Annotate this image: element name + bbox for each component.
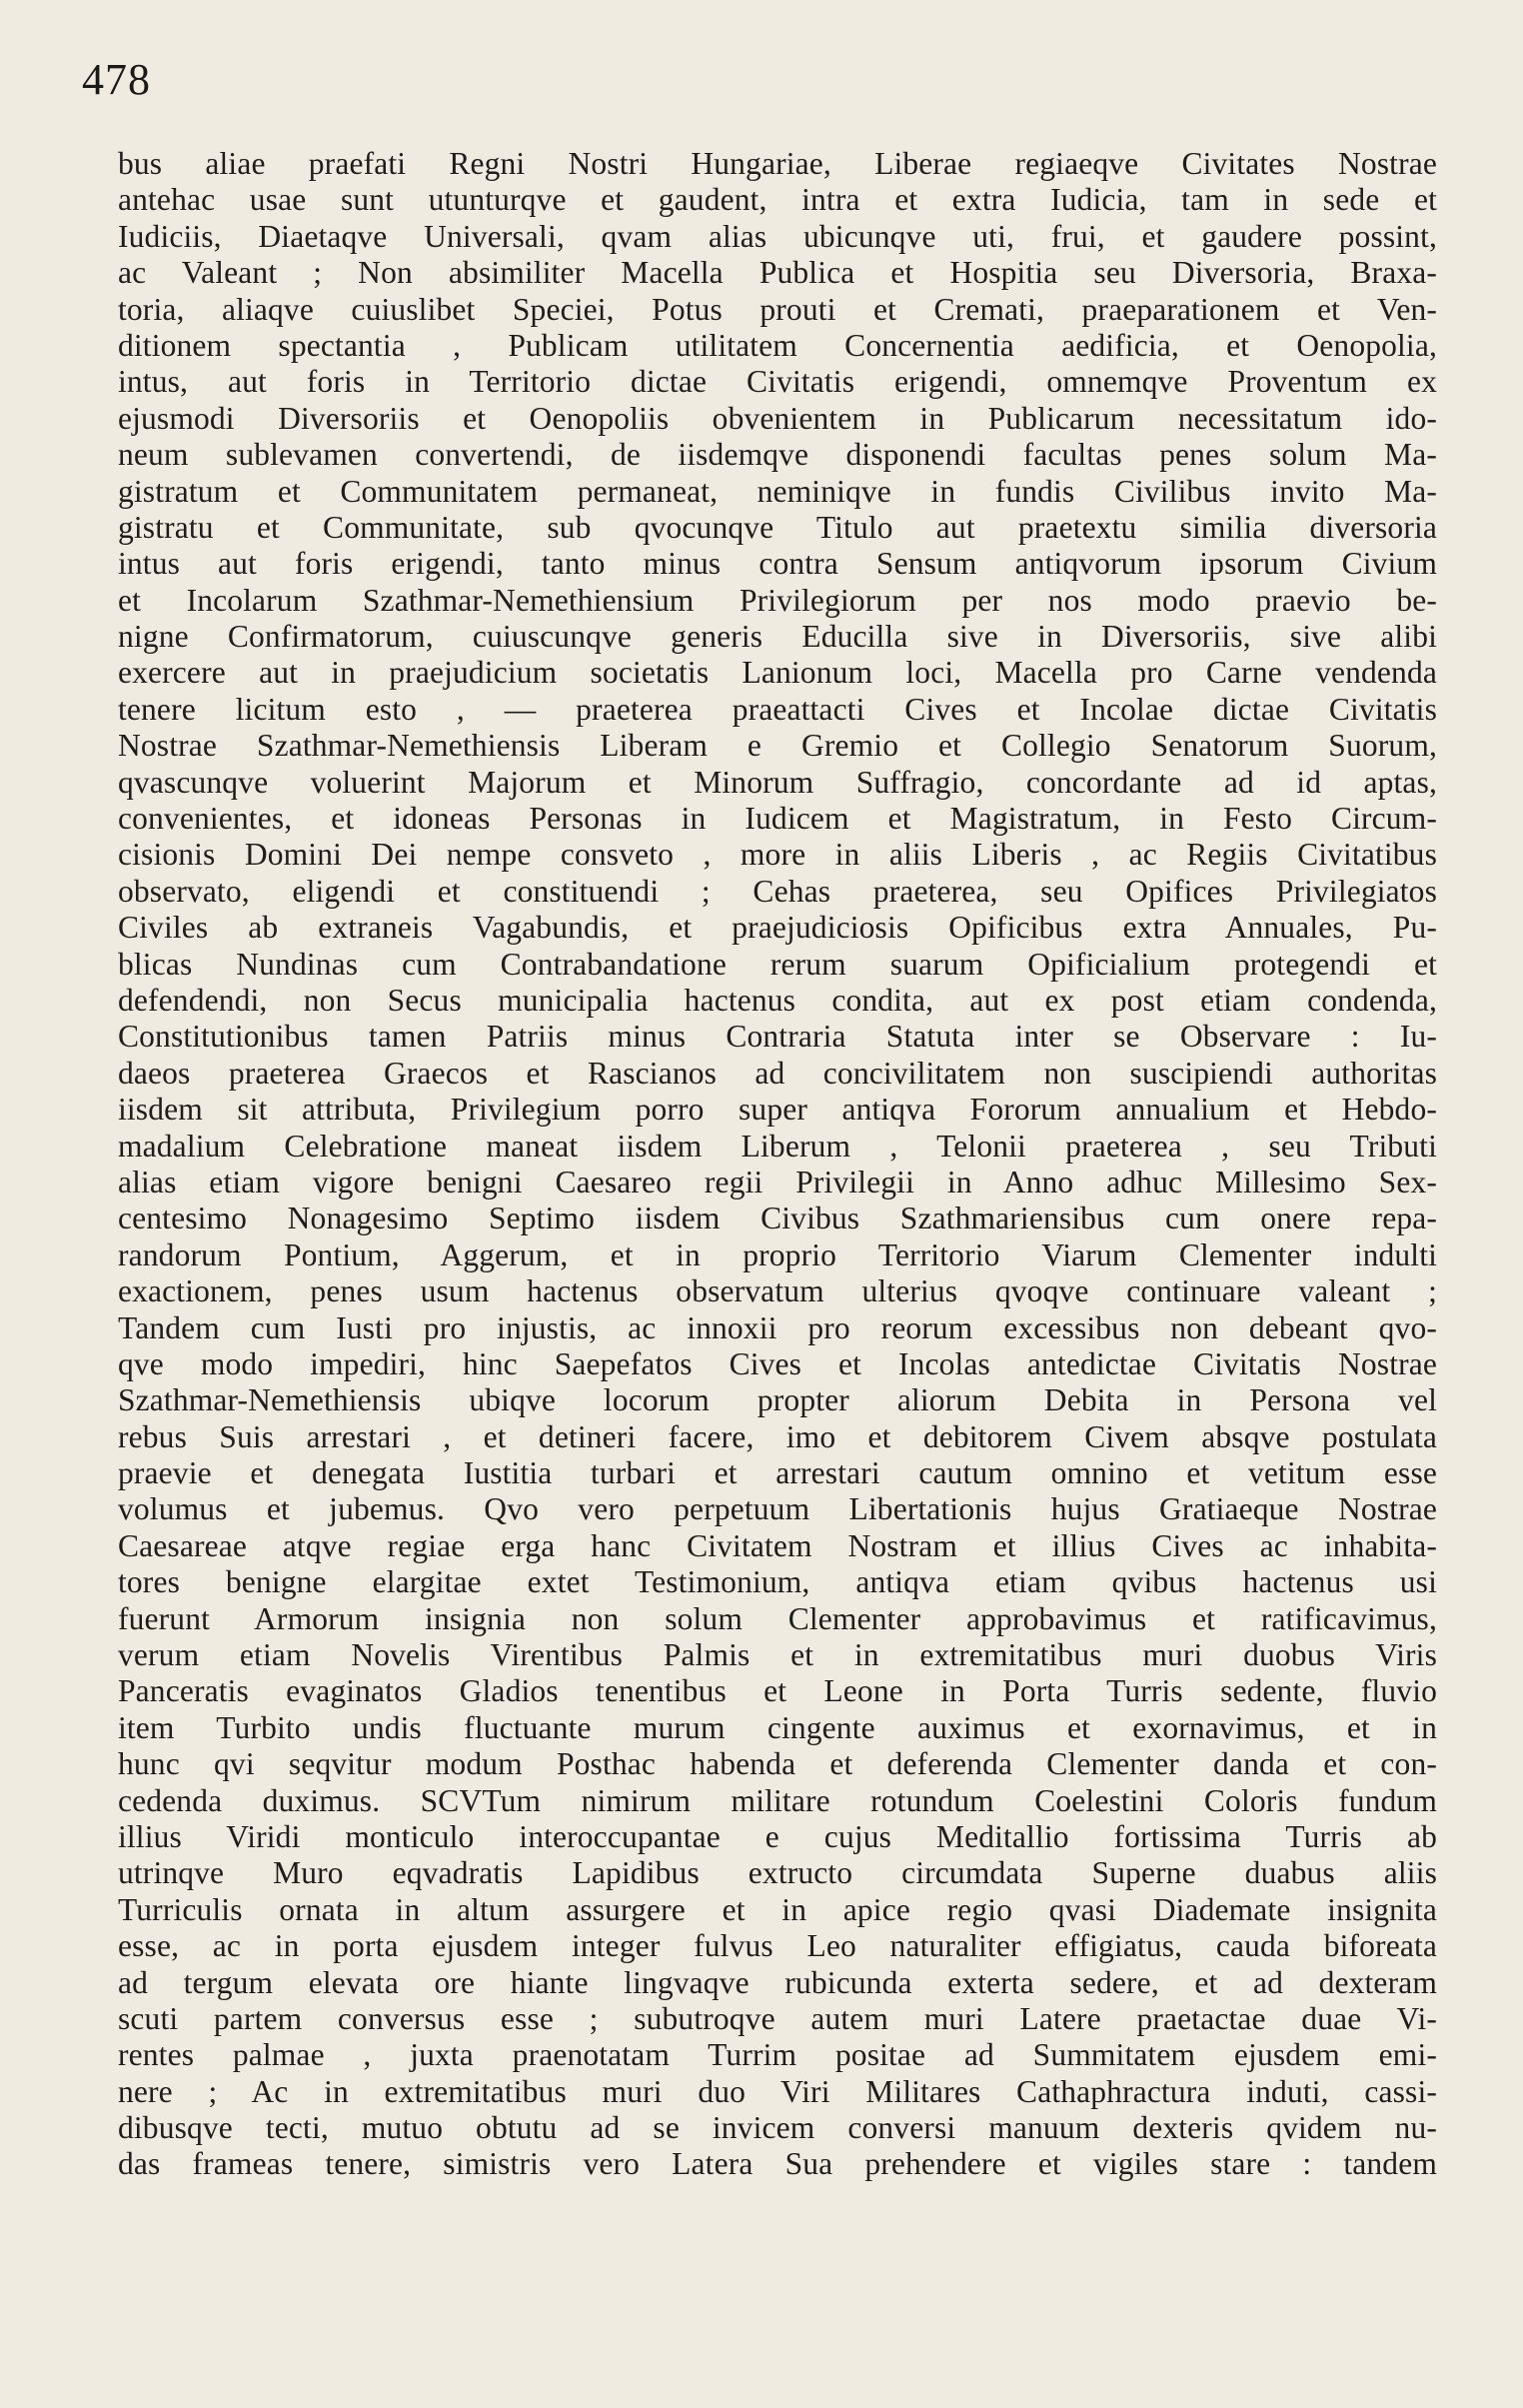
text-line: Turriculis ornata in altum assurgere et in apice regio qvasi Diademate insignita <box>118 1891 1437 1927</box>
text-line: praevie et denegata Iustitia turbari et arrestari cautum omnino et vetitum esse <box>118 1455 1437 1491</box>
text-line: Nostrae Szathmar-Nemethiensis Liberam e Gremio et Collegio Senatorum Suorum, <box>118 728 1437 764</box>
text-line: intus, aut foris in Territorio dictae Civitatis erigendi, omnemqve Proventum ex <box>118 364 1437 400</box>
text-line: toria, aliaqve cuiuslibet Speciei, Potus prouti et Cremati, praeparationem et Ven- <box>118 291 1437 327</box>
text-line: das frameas tenere, simistris vero Latera Sua prehendere et vigiles stare : tandem <box>118 2146 1437 2182</box>
text-line: scuti partem conversus esse ; subutroqve autem muri Latere praetactae duae Vi- <box>118 2000 1437 2036</box>
text-line: rentes palmae , juxta praenotatam Turrim positae ad Summitatem ejusdem emi- <box>118 2037 1437 2073</box>
page-number: 478 <box>82 55 151 104</box>
text-line: Caesareae atqve regiae erga hanc Civitatem Nostram et illius Cives ac inhabita- <box>118 1527 1437 1563</box>
text-line: et Incolarum Szathmar-Nemethiensium Privilegiorum per nos modo praevio be- <box>118 582 1437 618</box>
text-line: nigne Confirmatorum, cuiuscunqve generis Educilla sive in Diversoriis, sive alibi <box>118 619 1437 655</box>
text-line: Civiles ab extraneis Vagabundis, et praejudiciosis Opificibus extra Annuales, Pu- <box>118 910 1437 946</box>
text-line: bus aliae praefati Regni Nostri Hungariae, Liberae regiaeqve Civitates Nostrae <box>118 146 1437 181</box>
text-line: item Turbito undis fluctuante murum cingente auximus et exornavimus, et in <box>118 1709 1437 1745</box>
text-line: neum sublevamen convertendi, de iisdemqve disponendi facultas penes solum Ma- <box>118 437 1437 473</box>
text-line: tores benigne elargitae extet Testimonium, antiqva etiam qvibus hactenus usi <box>118 1564 1437 1600</box>
text-line: qvascunqve voluerint Majorum et Minorum Suffragio, concordante ad id aptas, <box>118 764 1437 800</box>
text-line: Iudiciis, Diaetaqve Universali, qvam alias ubicunqve uti, frui, et gaudere possint, <box>118 218 1437 254</box>
text-line: Tandem cum Iusti pro injustis, ac innoxii pro reorum excessibus non debeant qvo- <box>118 1309 1437 1345</box>
text-line: nere ; Ac in extremitatibus muri duo Viri Militares Cathaphractura induti, cassi- <box>118 2073 1437 2109</box>
text-line: Panceratis evaginatos Gladios tenentibus et Leone in Porta Turris sedente, fluvio <box>118 1673 1437 1709</box>
text-line: intus aut foris erigendi, tanto minus contra Sensum antiqvorum ipsorum Civium <box>118 546 1437 582</box>
text-line: defendendi, non Secus municipalia hactenus condita, aut ex post etiam condenda, <box>118 982 1437 1018</box>
text-line: antehac usae sunt utunturqve et gaudent, intra et extra Iudicia, tam in sede et <box>118 182 1437 218</box>
text-line: cisionis Domini Dei nempe consveto , more in aliis Liberis , ac Regiis Civitatibus <box>118 837 1437 873</box>
text-line: rebus Suis arrestari , et detineri facere, imo et debitorem Civem absqve postulata <box>118 1418 1437 1454</box>
text-line: centesimo Nonagesimo Septimo iisdem Civibus Szathmariensibus cum onere repa- <box>118 1201 1437 1236</box>
text-line: gistratum et Communitatem permaneat, neminiqve in fundis Civilibus invito Ma- <box>118 473 1437 509</box>
text-line: iisdem sit attributa, Privilegium porro super antiqva Fororum annualium et Hebdo- <box>118 1092 1437 1128</box>
text-line: exercere aut in praejudicium societatis Lanionum loci, Macella pro Carne vendenda <box>118 655 1437 691</box>
body-text <box>118 146 1437 2183</box>
text-line: ac Valeant ; Non absimiliter Macella Publica et Hospitia seu Diversoria, Braxa- <box>118 255 1437 291</box>
text-line: convenientes, et idoneas Personas in Iudicem et Magistratum, in Festo Circum- <box>118 801 1437 837</box>
text-line: hunc qvi seqvitur modum Posthac habenda et deferenda Clementer danda et con- <box>118 1746 1437 1782</box>
text-line: observato, eligendi et constituendi ; Cehas praeterea, seu Opifices Privilegiatos <box>118 873 1437 909</box>
text-line: illius Viridi monticulo interoccupantae e cujus Meditallio fortissima Turris ab <box>118 1818 1437 1854</box>
text-line: randorum Pontium, Aggerum, et in proprio Territorio Viarum Clementer indulti <box>118 1236 1437 1272</box>
text-line: ditionem spectantia , Publicam utilitatem Concernentia aedificia, et Oenopolia, <box>118 327 1437 363</box>
text-line: ad tergum elevata ore hiante lingvaqve rubicunda exterta sedere, et ad dexteram <box>118 1964 1437 2000</box>
text-line: madalium Celebratione maneat iisdem Liberum , Telonii praeterea , seu Tributi <box>118 1128 1437 1164</box>
text-line: dibusqve tecti, mutuo obtutu ad se invicem conversi manuum dexteris qvidem nu- <box>118 2110 1437 2146</box>
text-line: cedenda duximus. SCVTum nimirum militare rotundum Coelestini Coloris fundum <box>118 1782 1437 1818</box>
text-line: blicas Nundinas cum Contrabandatione rerum suarum Opificialium protegendi et <box>118 946 1437 982</box>
text-line: daeos praeterea Graecos et Rascianos ad concivilitatem non suscipiendi authoritas <box>118 1055 1437 1091</box>
text-line: tenere licitum esto , — praeterea praeattacti Cives et Incolae dictae Civitatis <box>118 691 1437 727</box>
text-line: ejusmodi Diversoriis et Oenopoliis obvenientem in Publicarum necessitatum ido- <box>118 400 1437 436</box>
text-line: fuerunt Armorum insignia non solum Clementer approbavimus et ratificavimus, <box>118 1600 1437 1636</box>
text-line: exactionem, penes usum hactenus observatum ulterius qvoqve continuare valeant ; <box>118 1273 1437 1309</box>
text-line: volumus et jubemus. Qvo vero perpetuum Libertationis hujus Gratiaeque Nostrae <box>118 1491 1437 1527</box>
text-line: alias etiam vigore benigni Caesareo regii Privilegii in Anno adhuc Millesimo Sex- <box>118 1164 1437 1200</box>
text-line: Constitutionibus tamen Patriis minus Contraria Statuta inter se Observare : Iu- <box>118 1019 1437 1055</box>
text-line: verum etiam Novelis Virentibus Palmis et in extremitatibus muri duobus Viris <box>118 1637 1437 1673</box>
text-line: gistratu et Communitate, sub qvocunqve Titulo aut praetextu similia diversoria <box>118 509 1437 545</box>
text-line: utrinqve Muro eqvadratis Lapidibus extructo circumdata Superne duabus aliis <box>118 1855 1437 1891</box>
text-line: qve modo impediri, hinc Saepefatos Cives et Incolas antedictae Civitatis Nostrae <box>118 1345 1437 1381</box>
text-line: Szathmar-Nemethiensis ubiqve locorum propter aliorum Debita in Persona vel <box>118 1382 1437 1418</box>
text-line: esse, ac in porta ejusdem integer fulvus Leo naturaliter effigiatus, cauda biforeata <box>118 1928 1437 1964</box>
